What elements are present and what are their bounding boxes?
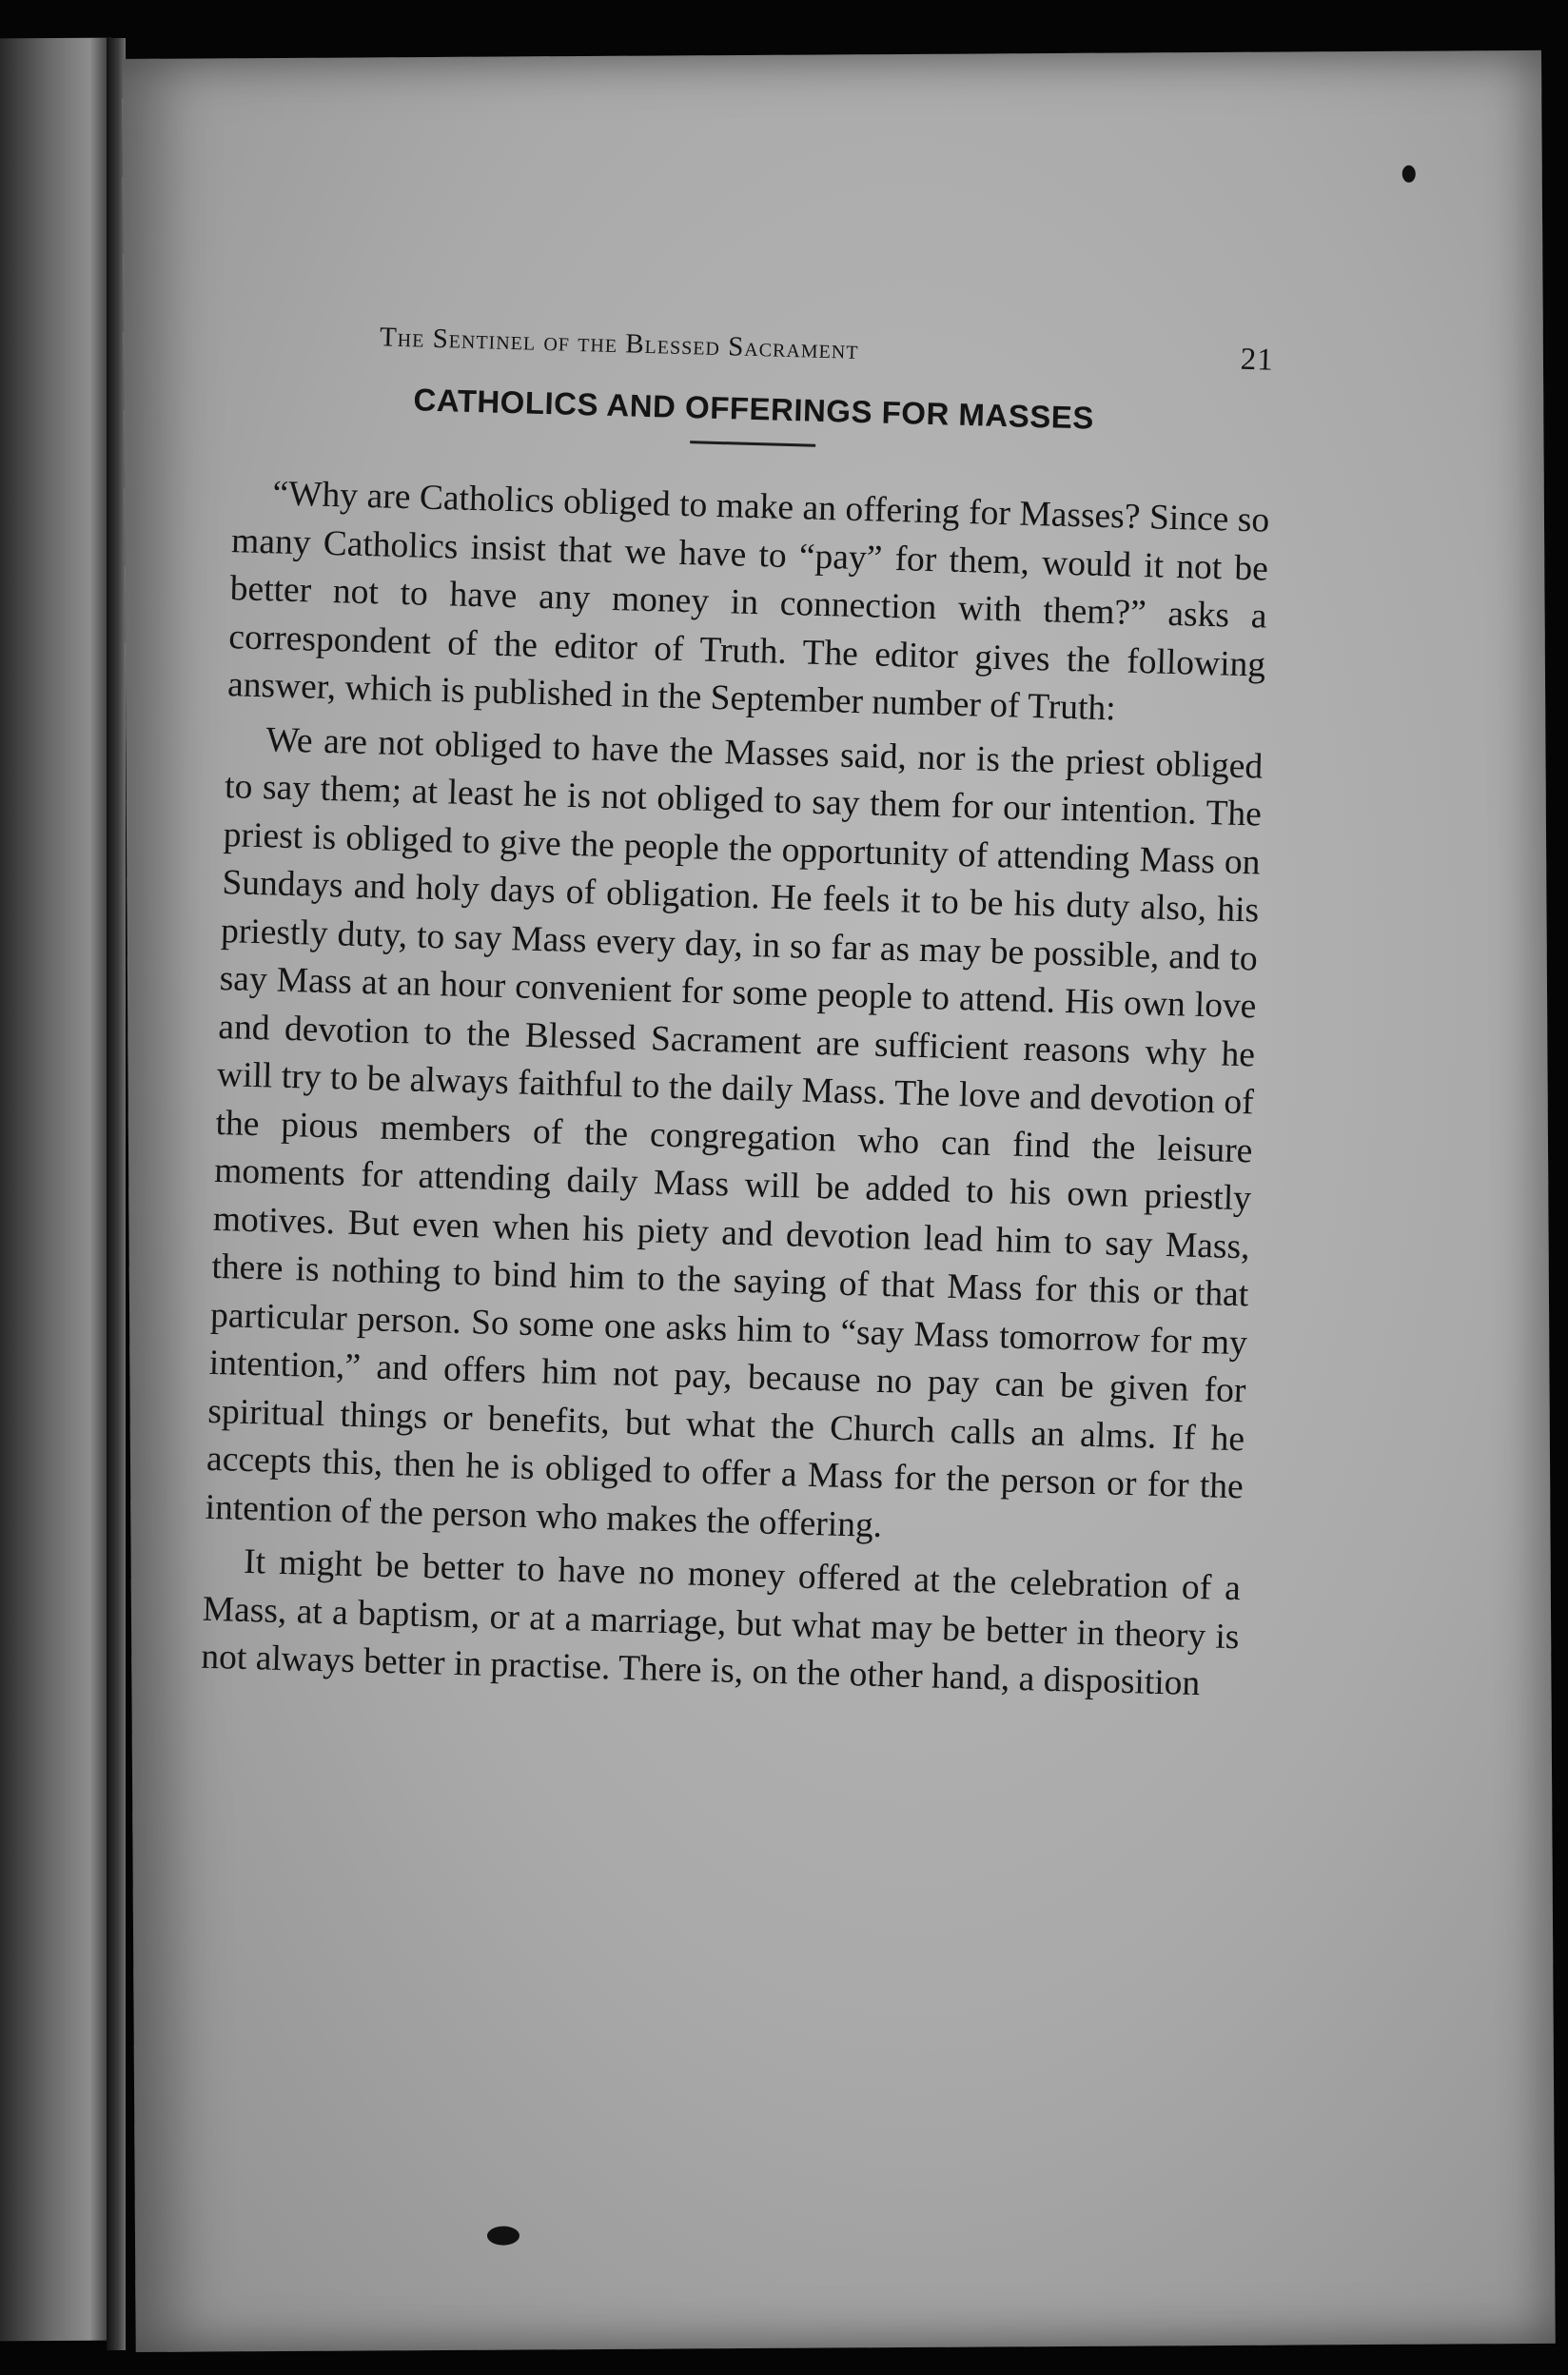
book-gutter [107,38,126,2350]
facing-page-edge [0,38,112,2342]
paragraph-answer: We are not obliged to have the Masses said, nor is the priest obliged to say them; at least he is not obliged to say them for our intention. The priest is obliged to give the people the opportunity of attending Mass on Sundays and holy days of obligation. He feels it to be his duty also, his priestly duty, to say Mass every day, in so far as may be possible, and to say Mass at an hour convenient for some people to attend. His own love and devotion to the Blessed Sacrament are sufficient reasons why he will try to be always faithful to the daily Mass. The love and devotion of the pious members of the congregation who can find the leisure moments for attending daily Mass will be added to his own priestly motives. But even when his piety and devotion lead him to say Mass, there is nothing to bind him to the saying of that Mass for this or that particular person. So some one asks him to “say Mass tomorrow for my intention,” and offers him not pay, because no pay can be given for spiritual things or benefits, but what the Church calls an alms. If he accepts this, then he is obliged to offer a Mass for the person or for the intention of the person who makes the offering. [205,719,1264,1545]
ink-speck [487,2226,519,2245]
page-text-block [201,315,1275,1715]
paragraph-continuation: It might be better to have no money offered at the celebration of a Mass, at a baptism, or at a marriage, but what may be better in theory is not always better in practise. There is, on the other hand, a disposition [200,1541,1242,1704]
book-page [122,50,1556,2352]
paragraph-question: “Why are Catholics obliged to make an offering for Masses? Since so many Catholics insist that we have to “pay” for them, would it not be better not to have any money in connection with them?” asks a correspondent of the editor of Truth. The editor gives the following answer, which is published in the September number of Truth: [226,474,1270,729]
article-title: CATHOLICS AND OFFERINGS FOR MASSES [413,382,1095,436]
title-divider [690,441,815,447]
page-number: 21 [1240,342,1275,378]
running-head-title: The Sentinel of the Blessed Sacrament [379,322,859,365]
running-head [237,315,1275,378]
ink-speck [1402,166,1416,183]
print-specks [122,50,1541,59]
